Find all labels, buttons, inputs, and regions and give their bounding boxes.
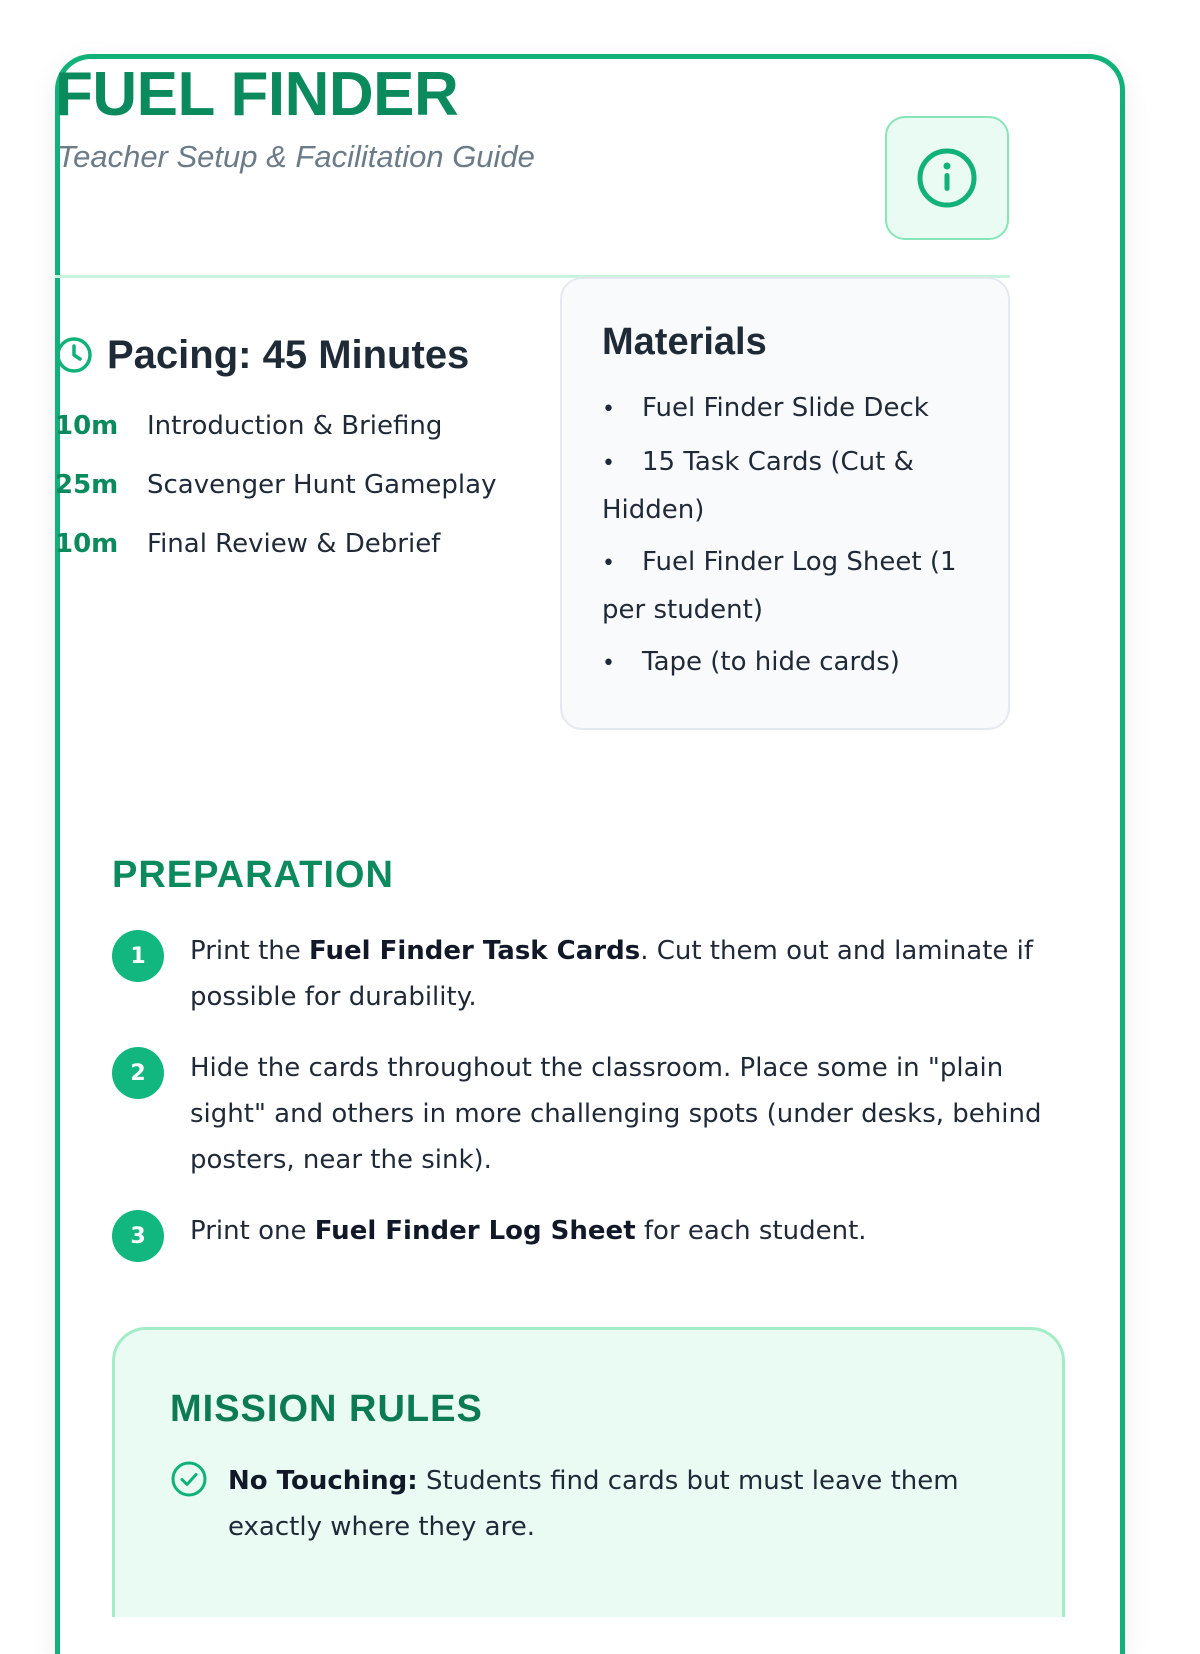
- page-title: FUEL FINDER: [55, 60, 459, 129]
- header: [55, 62, 1015, 222]
- step-text-pre: Print the: [190, 936, 310, 966]
- step-text: [190, 1045, 1050, 1183]
- materials-item: [602, 639, 968, 687]
- materials-title: Materials: [602, 321, 767, 363]
- step-number-badge: 1: [112, 930, 164, 982]
- step-text: [190, 1208, 1050, 1262]
- mission-rules-panel: [112, 1327, 1065, 1617]
- pacing-time: 10m: [55, 411, 119, 441]
- bullet: •: [602, 451, 615, 476]
- materials-item-label: Fuel Finder Log Sheet (1 per student): [602, 547, 957, 625]
- pacing-row: [55, 465, 525, 505]
- prep-step: [112, 1208, 1052, 1262]
- page-subtitle: Teacher Setup & Facilitation Guide: [57, 139, 535, 174]
- pacing-row: [55, 524, 525, 564]
- pacing-label: Scavenger Hunt Gameplay: [147, 470, 497, 500]
- bullet: •: [602, 651, 615, 676]
- rule-body: Students find cards but must leave them exactly where they are.: [228, 1466, 959, 1542]
- pacing-label: Final Review & Debrief: [147, 529, 441, 559]
- rule-item: [170, 1458, 970, 1550]
- pacing-title: Pacing: 45 Minutes: [107, 332, 470, 377]
- check-circle-icon: [170, 1460, 208, 1498]
- pacing-row: [55, 406, 525, 446]
- pacing-section: [55, 330, 525, 564]
- rule-bold: No Touching:: [228, 1466, 418, 1496]
- preparation-title: PREPARATION: [112, 854, 394, 896]
- step-text-post: . Cut them out and laminate if possible for durability.: [190, 936, 1034, 1012]
- materials-item-label: 15 Task Cards (Cut & Hidden): [602, 447, 914, 525]
- rule-text: [228, 1458, 970, 1550]
- step-number-badge: 3: [112, 1210, 164, 1262]
- bullet: •: [602, 551, 615, 576]
- info-icon: [916, 147, 978, 209]
- prep-step: [112, 928, 1052, 1020]
- pacing-time: 10m: [55, 529, 119, 559]
- materials-item: [602, 439, 968, 533]
- mission-rules-title: MISSION RULES: [170, 1388, 483, 1430]
- materials-item: [602, 385, 968, 433]
- step-number-badge: 2: [112, 1047, 164, 1099]
- materials-item-label: Tape (to hide cards): [642, 647, 900, 677]
- pacing-time: 25m: [55, 470, 119, 500]
- step-text-pre: Print one: [190, 1216, 315, 1246]
- step-text-post: for each student.: [635, 1216, 867, 1246]
- step-text-bold: Fuel Finder Log Sheet: [314, 1216, 636, 1246]
- step-text-bold: Fuel Finder Task Cards: [309, 936, 641, 966]
- materials-item: [602, 539, 968, 633]
- bullet: •: [602, 397, 615, 422]
- materials-panel: [560, 277, 1010, 730]
- prep-step: [112, 1045, 1052, 1183]
- step-text: [190, 928, 1050, 1020]
- info-button[interactable]: [885, 116, 1009, 240]
- materials-item-label: Fuel Finder Slide Deck: [642, 393, 929, 423]
- step-text-pre: Hide the cards throughout the classroom. Place some in "plain sight" and others in more challenging spots (under desks, behind posters, near the sink).: [190, 1053, 1042, 1175]
- pacing-label: Introduction & Briefing: [147, 411, 443, 441]
- clock-icon: [55, 336, 93, 374]
